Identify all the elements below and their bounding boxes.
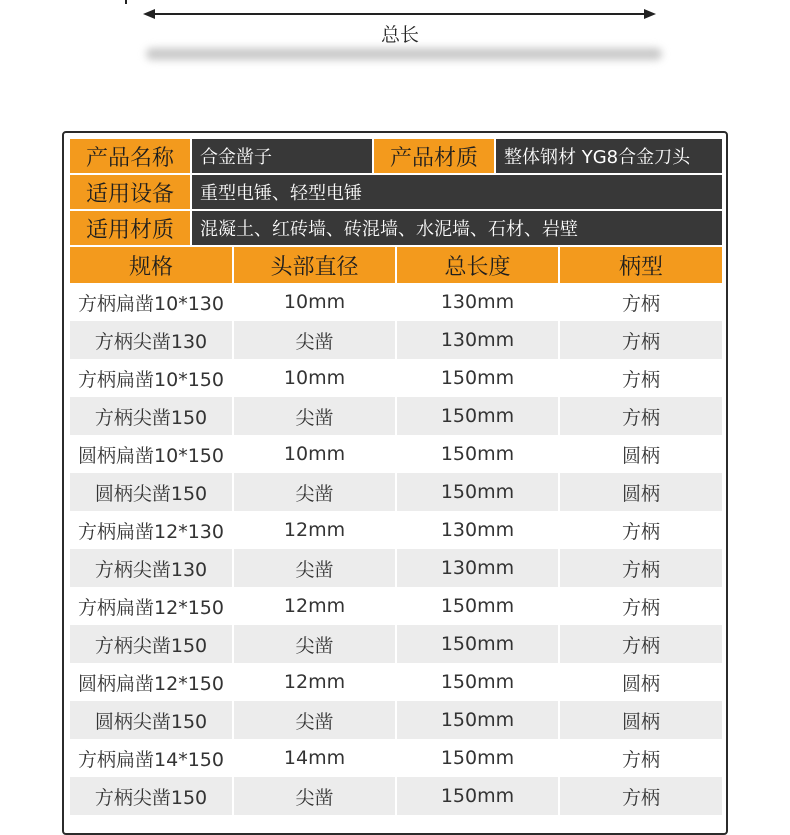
cell-total-length: 150mm bbox=[440, 709, 515, 731]
cell-spec: 方柄尖凿150 bbox=[94, 406, 208, 429]
cell-shank-type: 方柄 bbox=[621, 406, 660, 429]
length-dimension bbox=[0, 0, 790, 110]
cell-spec: 圆柄尖凿150 bbox=[94, 482, 208, 505]
cell-shank-type: 方柄 bbox=[621, 330, 660, 353]
cell-spec: 方柄扁凿14*150 bbox=[78, 748, 224, 771]
dimension-line bbox=[150, 13, 650, 15]
cell-spec: 方柄尖凿130 bbox=[94, 558, 208, 581]
cell-shank-type: 方柄 bbox=[621, 368, 660, 391]
header-spec: 规格 bbox=[70, 247, 232, 283]
header-head-diameter: 头部直径 bbox=[234, 247, 395, 283]
cell-total-length: 130mm bbox=[440, 291, 515, 313]
cell-shank-type: 方柄 bbox=[621, 634, 660, 657]
equipment-label: 适用设备 bbox=[70, 175, 190, 209]
cell-shank-type: 方柄 bbox=[621, 786, 660, 809]
cell-shank-type: 圆柄 bbox=[621, 444, 660, 467]
cell-total-length: 150mm bbox=[440, 405, 515, 427]
info-row-name-material bbox=[70, 139, 722, 173]
table-row bbox=[70, 283, 722, 321]
cell-shank-type: 方柄 bbox=[621, 558, 660, 581]
cell-spec: 方柄尖凿150 bbox=[94, 634, 208, 657]
cell-head-diameter: 尖凿 bbox=[295, 558, 334, 581]
cell-spec: 圆柄扁凿10*150 bbox=[78, 444, 224, 467]
cell-total-length: 150mm bbox=[440, 481, 515, 503]
info-row-equipment bbox=[70, 175, 722, 209]
product-name-label: 产品名称 bbox=[70, 139, 190, 173]
cell-shank-type: 方柄 bbox=[621, 596, 660, 619]
table-row bbox=[70, 777, 722, 815]
cell-total-length: 150mm bbox=[440, 595, 515, 617]
cell-head-diameter: 12mm bbox=[283, 671, 346, 693]
cell-shank-type: 方柄 bbox=[621, 748, 660, 771]
table-row bbox=[70, 473, 722, 511]
product-material-value: 整体钢材 YG8合金刀头 bbox=[496, 139, 722, 173]
cell-total-length: 150mm bbox=[440, 443, 515, 465]
cell-head-diameter: 12mm bbox=[283, 595, 346, 617]
cell-total-length: 130mm bbox=[440, 329, 515, 351]
cell-shank-type: 圆柄 bbox=[621, 672, 660, 695]
cell-head-diameter: 尖凿 bbox=[295, 710, 334, 733]
cell-shank-type: 方柄 bbox=[621, 520, 660, 543]
cell-head-diameter: 尖凿 bbox=[295, 482, 334, 505]
surfaces-label: 适用材质 bbox=[70, 211, 190, 245]
cell-shank-type: 圆柄 bbox=[621, 482, 660, 505]
spec-table-frame bbox=[62, 131, 728, 835]
table-row bbox=[70, 511, 722, 549]
cell-head-diameter: 尖凿 bbox=[295, 330, 334, 353]
cell-total-length: 150mm bbox=[440, 367, 515, 389]
table-header bbox=[70, 247, 722, 283]
table-row bbox=[70, 587, 722, 625]
info-row-surfaces bbox=[70, 211, 722, 245]
table-row bbox=[70, 701, 722, 739]
cell-spec: 方柄扁凿10*150 bbox=[78, 368, 224, 391]
cell-total-length: 130mm bbox=[440, 557, 515, 579]
cell-total-length: 130mm bbox=[440, 519, 515, 541]
equipment-value: 重型电锤、轻型电锤 bbox=[192, 175, 722, 209]
surfaces-value: 混凝土、红砖墙、砖混墙、水泥墙、石材、岩壁 bbox=[192, 211, 722, 245]
dimension-tick bbox=[125, 0, 127, 4]
cell-head-diameter: 10mm bbox=[283, 367, 346, 389]
table-row bbox=[70, 549, 722, 587]
cell-head-diameter: 尖凿 bbox=[295, 406, 334, 429]
cell-head-diameter: 尖凿 bbox=[295, 786, 334, 809]
cell-shank-type: 方柄 bbox=[621, 292, 660, 315]
table-row bbox=[70, 663, 722, 701]
dimension-label: 总长 bbox=[380, 24, 419, 46]
cell-shank-type: 圆柄 bbox=[621, 710, 660, 733]
cell-spec: 方柄尖凿150 bbox=[94, 786, 208, 809]
cell-head-diameter: 尖凿 bbox=[295, 634, 334, 657]
product-shadow bbox=[146, 48, 662, 60]
header-total-length: 总长度 bbox=[397, 247, 558, 283]
table-row bbox=[70, 435, 722, 473]
table-row bbox=[70, 359, 722, 397]
cell-spec: 圆柄尖凿150 bbox=[94, 710, 208, 733]
cell-head-diameter: 12mm bbox=[283, 519, 346, 541]
table-row bbox=[70, 321, 722, 359]
cell-spec: 圆柄扁凿12*150 bbox=[78, 672, 224, 695]
cell-spec: 方柄扁凿12*130 bbox=[78, 520, 224, 543]
cell-head-diameter: 14mm bbox=[283, 747, 346, 769]
cell-total-length: 150mm bbox=[440, 671, 515, 693]
table-body bbox=[70, 283, 722, 815]
cell-head-diameter: 10mm bbox=[283, 291, 346, 313]
product-name-value: 合金凿子 bbox=[192, 139, 372, 173]
cell-head-diameter: 10mm bbox=[283, 443, 346, 465]
table-row bbox=[70, 739, 722, 777]
cell-total-length: 150mm bbox=[440, 633, 515, 655]
cell-spec: 方柄扁凿12*150 bbox=[78, 596, 224, 619]
product-material-label: 产品材质 bbox=[374, 139, 494, 173]
spec-table bbox=[70, 139, 722, 815]
cell-spec: 方柄尖凿130 bbox=[94, 330, 208, 353]
table-row bbox=[70, 397, 722, 435]
cell-total-length: 150mm bbox=[440, 747, 515, 769]
cell-total-length: 150mm bbox=[440, 785, 515, 807]
arrow-right-icon bbox=[644, 9, 656, 19]
cell-spec: 方柄扁凿10*130 bbox=[78, 292, 224, 315]
table-row bbox=[70, 625, 722, 663]
header-shank-type: 柄型 bbox=[560, 247, 722, 283]
